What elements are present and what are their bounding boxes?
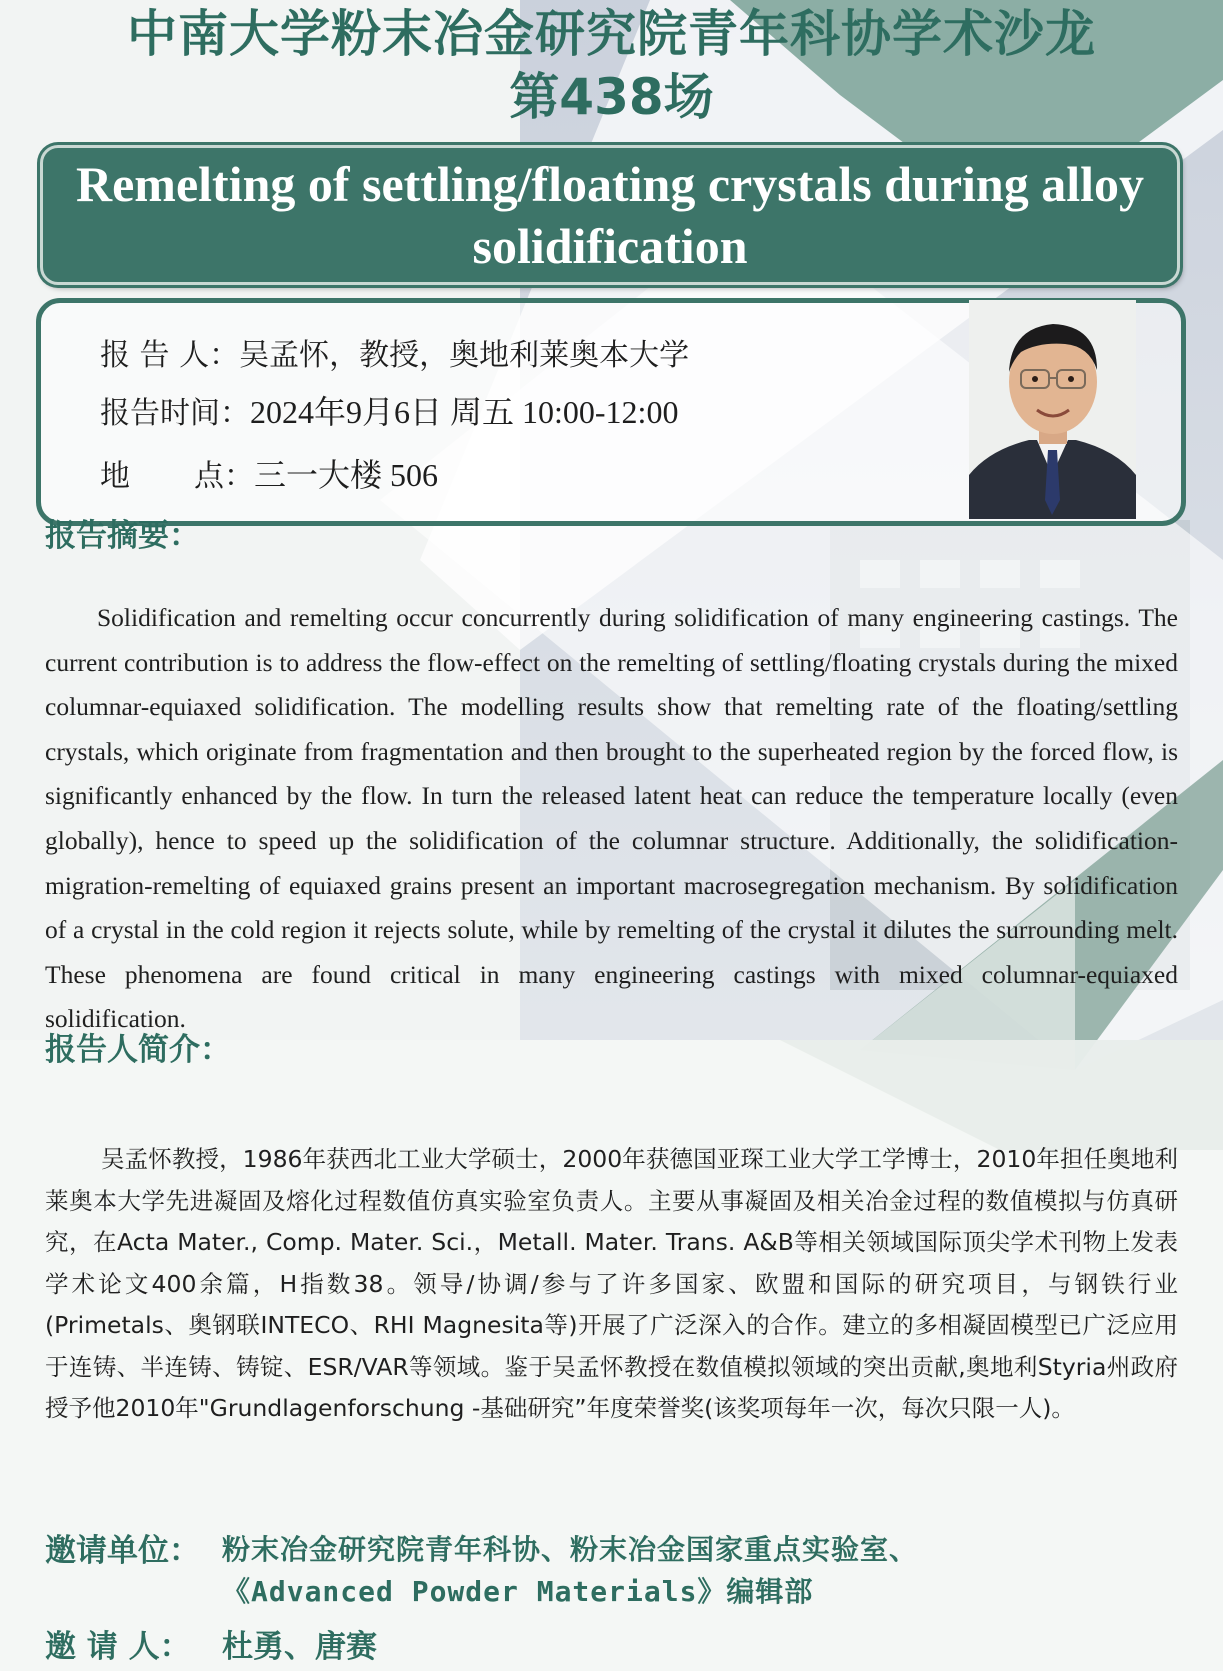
place-label-b: 点： <box>194 459 254 494</box>
abstract-text: Solidification and remelting occur concurrently during solidification of many engineering castings. The current contribution is to address the flow-effect on the remelting of settling/floating crystals during the mixed columnar-equiaxed solidification. The modelling results show that remelting rate of the floating/settling crystals, which originate from fragmentation and then brought to the superheated region by the forced flow, is significantly enhanced by the flow. In turn the released latent heat can reduce the temperature locally (even globally), hence to speed up the solidification of the columnar structure. Additionally, the solidification-migration-remelting of equiaxed grains present an important macrosegregation mechanism. By solidification of a crystal in the cold region it rejects solute, while by remelting of the crystal it dilutes the surrounding melt. These phenomena are found critical in many engineering castings with mixed columnar-equiaxed solidification. <box>45 603 1178 1034</box>
salon-title: 中南大学粉末冶金研究院青年科协学术沙龙 <box>127 5 1096 63</box>
talk-title-banner <box>40 145 1180 285</box>
bio-text: 吴孟怀教授，1986年获西北工业大学硕士，2000年获德国亚琛工业大学工学博士，2010年担任奥地利莱奥本大学先进凝固及熔化过程数值仿真实验室负责人。主要从事凝固及相关冶金过程的数值模拟与仿真研究，在Acta Mater., Comp. Mater. Sci.，Metall. Mater. Trans. A&B等相关领域国际顶尖学术刊物上发表学术论文400余篇，H指数38。领导/协调/参与了许多国家、欧盟和国际的研究项目，与钢铁行业(Primetals、奥钢联INTECO、RHI Magnesita等)开展了广泛深入的合作。建立的多相凝固模型已广泛应用于连铸、半连铸、铸锭、ESR/VAR等领域。鉴于吴孟怀教授在数值模拟领域的突出贡献,奥地利Styria州政府授予他2010年"Grundlagenforschung -基础研究”年度荣誉奖(该奖项每年一次，每次只限一人)。 <box>45 1145 1178 1422</box>
talk-title-line2: solidification <box>472 218 748 274</box>
talk-title-line1: Remelting of settling/floating crystals during alloy <box>76 156 1144 212</box>
speaker-portrait-image <box>969 300 1136 519</box>
speaker-photo <box>969 300 1136 519</box>
place-row <box>100 450 438 496</box>
time-label: 报告时间： <box>100 396 250 431</box>
session-number: 第438场 <box>509 68 714 126</box>
speaker-value: 吴孟怀，教授，奥地利莱奥本大学 <box>239 338 690 373</box>
place-value: 三一大楼 506 <box>254 457 439 493</box>
time-row <box>100 387 678 433</box>
speaker-label: 报 告 人： <box>100 338 240 373</box>
host-unit-label: 邀请单位： <box>45 1533 200 1569</box>
place-label-a: 地 <box>100 459 130 494</box>
talk-title <box>66 153 1154 277</box>
abstract-heading: 报告摘要： <box>45 518 200 554</box>
speaker-row <box>100 330 689 374</box>
host-unit-line2: 《Advanced Powder Materials》编辑部 <box>222 1575 814 1608</box>
bio-heading: 报告人简介： <box>45 1032 231 1068</box>
time-value: 2024年9月6日 周五 10:00-12:00 <box>250 394 679 430</box>
host-unit-line1: 粉末冶金研究院青年科协、粉末冶金国家重点实验室、 <box>222 1533 919 1566</box>
inviter-label: 邀 请 人： <box>45 1629 191 1665</box>
inviter-value: 杜勇、唐赛 <box>222 1629 377 1665</box>
